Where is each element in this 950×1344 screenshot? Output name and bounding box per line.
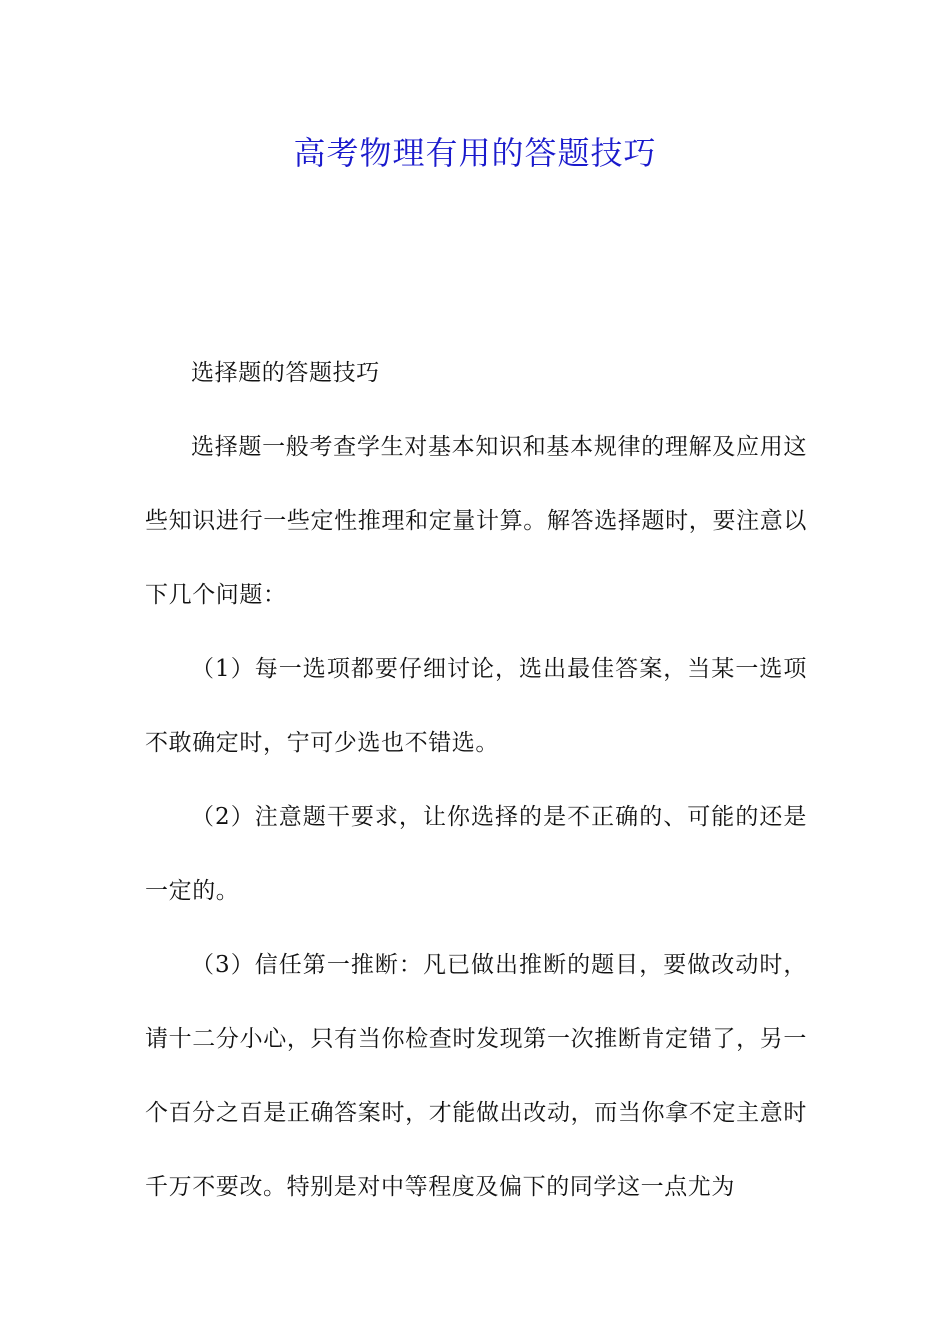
paragraph-intro: 选择题一般考查学生对基本知识和基本规律的理解及应用这些知识进行一些定性推理和定量计算。解答选择题时，要注意以下几个问题： xyxy=(145,434,807,608)
paragraph-point-1: （1）每一选项都要仔细讨论，选出最佳答案，当某一选项不敢确定时，宁可少选也不错选。 xyxy=(145,656,807,756)
paragraph-point-2: （2）注意题干要求，让你选择的是不正确的、可能的还是一定的。 xyxy=(145,804,807,904)
paragraph-point-3: （3）信任第一推断：凡已做出推断的题目，要做改动时，请十二分小心，只有当你检查时发现第一次推断肯定错了，另一个百分之百是正确答案时，才能做出改动，而当你拿不定主意时千万不要改。特别是对中等程度及偏下的同学这一点尤为 xyxy=(145,952,807,1200)
document-title: 高考物理有用的答题技巧 xyxy=(293,134,657,172)
document-body xyxy=(145,336,807,1224)
section-heading: 选择题的答题技巧 xyxy=(191,360,380,386)
